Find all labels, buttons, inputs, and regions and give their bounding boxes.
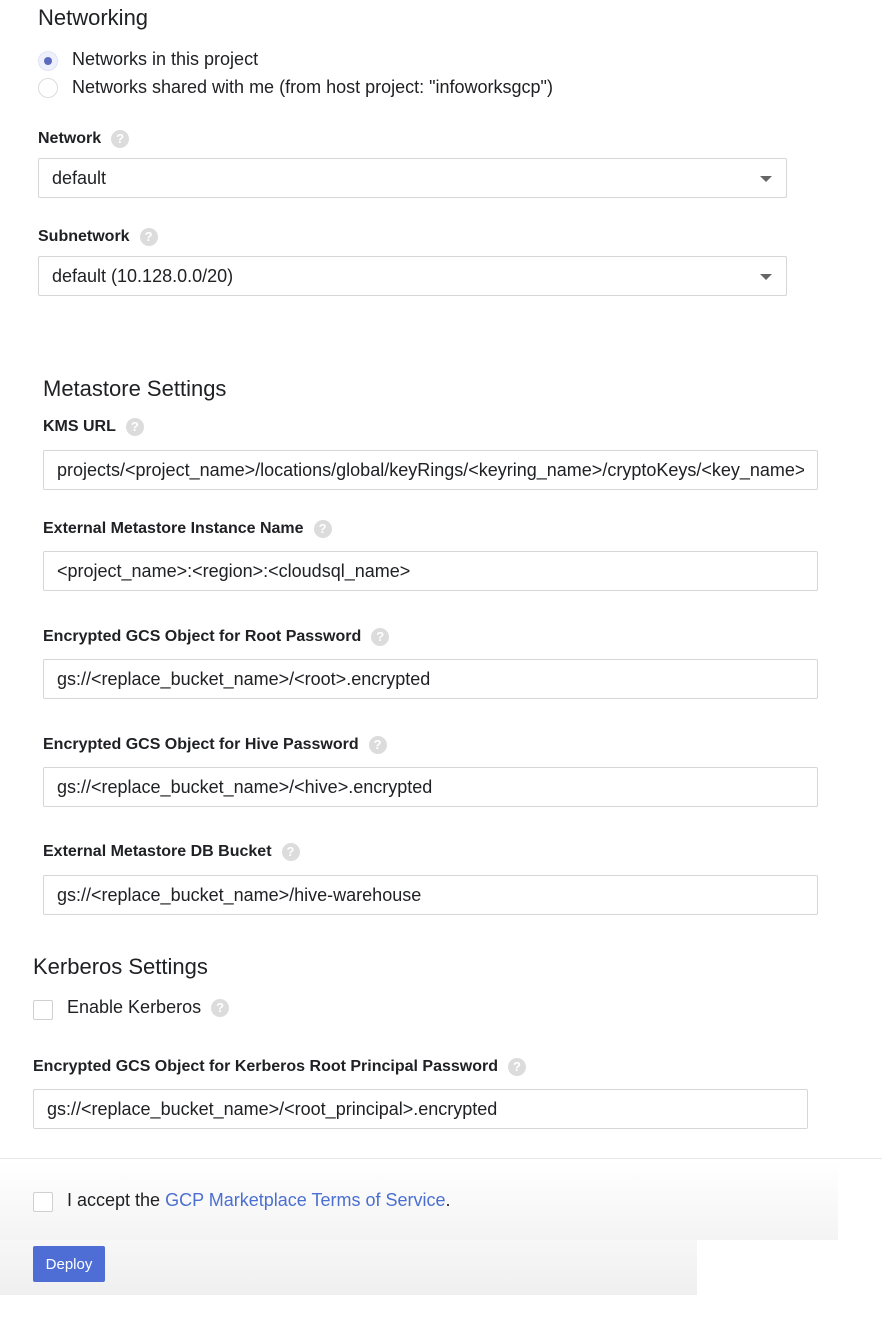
accept-terms-prefix: I accept the — [67, 1190, 166, 1210]
help-icon[interactable]: ? — [282, 843, 300, 861]
db-bucket-input[interactable] — [43, 875, 818, 915]
kerberos-title: Kerberos Settings — [33, 954, 208, 979]
dropdown-arrow-icon — [760, 176, 772, 182]
help-icon[interactable]: ? — [314, 520, 332, 538]
enable-kerberos-row — [67, 997, 229, 1018]
subnetwork-select[interactable] — [38, 256, 787, 296]
terms-of-service-link[interactable]: GCP Marketplace Terms of Service — [165, 1190, 446, 1210]
radio-networks-shared[interactable] — [38, 78, 58, 98]
enable-kerberos-checkbox[interactable] — [33, 1000, 53, 1020]
root-password-input[interactable] — [43, 659, 818, 699]
help-icon[interactable]: ? — [126, 418, 144, 436]
network-label — [38, 130, 129, 148]
network-select-value: default — [52, 167, 107, 188]
help-icon[interactable]: ? — [371, 628, 389, 646]
networking-title: Networking — [38, 5, 149, 30]
db-bucket-label-text: External Metastore DB Bucket — [43, 843, 272, 860]
help-icon[interactable]: ? — [508, 1058, 526, 1076]
subnetwork-select-value: default (10.128.0.0/20) — [52, 265, 234, 286]
instance-name-label — [43, 520, 332, 538]
principal-password-label-text: Encrypted GCS Object for Kerberos Root Principal Password — [33, 1058, 498, 1075]
kms-url-label-text: KMS URL — [43, 418, 116, 435]
help-icon[interactable]: ? — [211, 999, 229, 1017]
accept-terms-text — [67, 1190, 451, 1211]
hive-password-label-text: Encrypted GCS Object for Hive Password — [43, 736, 359, 753]
hive-password-input[interactable] — [43, 767, 818, 807]
principal-password-input[interactable] — [33, 1089, 808, 1129]
kms-url-input[interactable] — [43, 450, 818, 490]
kms-url-label — [43, 418, 144, 436]
hive-password-label — [43, 736, 387, 754]
metastore-title: Metastore Settings — [43, 376, 227, 401]
deploy-button[interactable]: Deploy — [33, 1246, 105, 1282]
network-select[interactable] — [38, 158, 787, 198]
instance-name-label-text: External Metastore Instance Name — [43, 520, 304, 537]
instance-name-input[interactable] — [43, 551, 818, 591]
root-password-label — [43, 628, 389, 646]
help-icon[interactable]: ? — [369, 736, 387, 754]
radio-networks-shared-label[interactable]: Networks shared with me (from host project: "infoworksgcp") — [72, 77, 553, 97]
db-bucket-label — [43, 843, 300, 861]
subnetwork-label-text: Subnetwork — [38, 228, 130, 245]
help-icon[interactable]: ? — [140, 228, 158, 246]
radio-networks-in-project-label[interactable]: Networks in this project — [72, 49, 259, 69]
radio-networks-in-project[interactable] — [38, 51, 58, 71]
help-icon[interactable]: ? — [111, 130, 129, 148]
dropdown-arrow-icon — [760, 274, 772, 280]
subnetwork-label — [38, 228, 158, 246]
accept-terms-checkbox[interactable] — [33, 1192, 53, 1212]
root-password-label-text: Encrypted GCS Object for Root Password — [43, 628, 362, 645]
accept-terms-suffix: . — [445, 1190, 451, 1210]
footer-divider — [0, 1158, 882, 1159]
network-label-text: Network — [38, 130, 102, 147]
principal-password-label — [33, 1058, 526, 1076]
enable-kerberos-label[interactable]: Enable Kerberos — [67, 997, 202, 1017]
